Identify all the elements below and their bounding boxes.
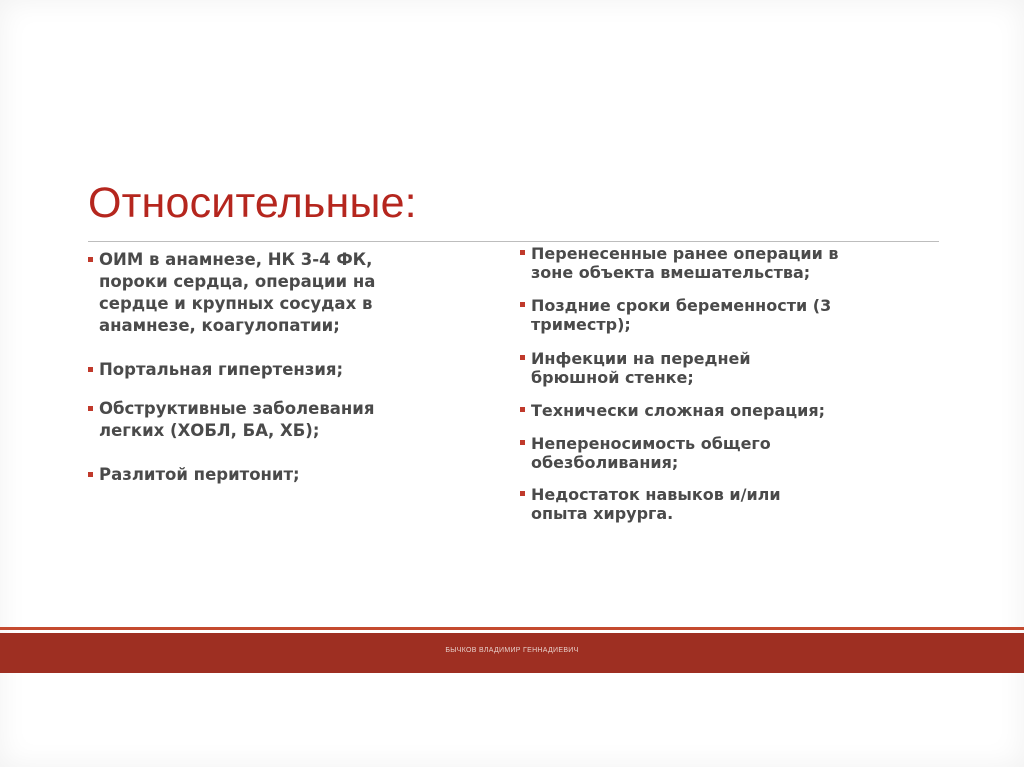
list-item-text: Технически сложная операция; xyxy=(531,401,826,420)
list-item xyxy=(88,359,388,381)
square-bullet-icon xyxy=(520,355,525,360)
list-item-text: ОИМ в анамнезе, НК 3-4 ФК, пороки сердца, операции на сердце и крупных сосудах в анамнезе, коагулопатии; xyxy=(99,250,376,335)
square-bullet-icon xyxy=(88,367,93,372)
list-item xyxy=(520,244,840,282)
list-item-text: Недостаток навыков и/или опыта хирурга. xyxy=(531,485,781,523)
square-bullet-icon xyxy=(520,491,525,496)
list-item-text: Непереносимость общего обезболивания; xyxy=(531,434,771,472)
list-item xyxy=(88,464,388,486)
list-item-text: Разлитой перитонит; xyxy=(99,465,300,484)
square-bullet-icon xyxy=(88,472,93,477)
square-bullet-icon xyxy=(520,302,525,307)
right-bullet-list xyxy=(520,244,840,523)
list-item-text: Портальная гипертензия; xyxy=(99,360,344,379)
square-bullet-icon xyxy=(88,406,93,411)
square-bullet-icon xyxy=(520,440,525,445)
title-divider xyxy=(88,241,939,242)
list-item-text: Поздние сроки беременности (3 триместр); xyxy=(531,296,832,334)
left-bullet-list xyxy=(88,249,388,486)
left-column xyxy=(88,249,388,486)
list-item-text: Обструктивные заболевания легких (ХОБЛ, БА, ХБ); xyxy=(99,399,375,440)
list-item xyxy=(88,249,388,337)
list-item xyxy=(520,485,840,523)
list-item-text: Инфекции на передней брюшной стенке; xyxy=(531,349,751,387)
slide-title: Относительные: xyxy=(88,179,417,227)
list-item xyxy=(520,401,840,420)
square-bullet-icon xyxy=(520,250,525,255)
footer-accent-line xyxy=(0,627,1024,630)
footer-author: БЫЧКОВ ВЛАДИМИР ГЕННАДИЕВИЧ xyxy=(445,647,579,654)
list-item xyxy=(88,398,388,442)
list-item xyxy=(520,296,840,334)
right-column xyxy=(520,244,840,537)
list-item-text: Перенесенные ранее операции в зоне объекта вмешательства; xyxy=(531,244,839,282)
square-bullet-icon xyxy=(88,257,93,262)
square-bullet-icon xyxy=(520,407,525,412)
list-item xyxy=(520,349,840,387)
list-item xyxy=(520,434,840,472)
